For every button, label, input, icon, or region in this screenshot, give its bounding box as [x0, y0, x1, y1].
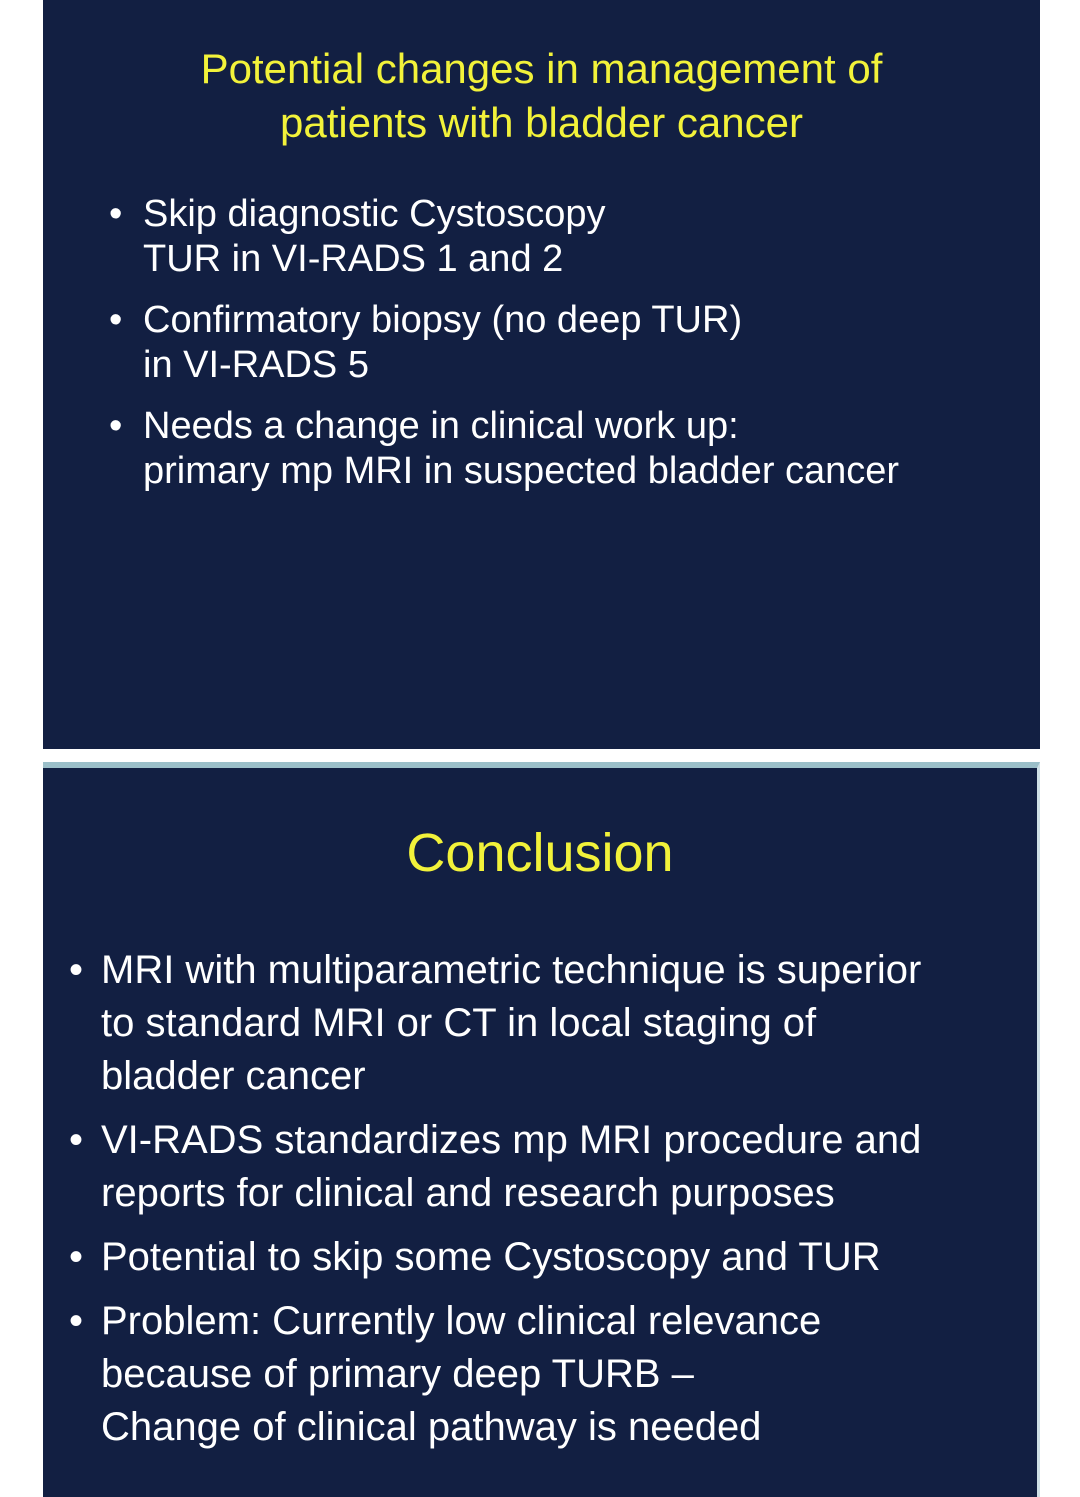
- bullet-icon: •: [69, 1235, 84, 1279]
- bullet-item: [69, 1231, 1029, 1284]
- bullet-text: reports for clinical and research purposes: [101, 1171, 835, 1215]
- bullet-icon: •: [109, 299, 123, 341]
- bullet-text: Needs a change in clinical work up:: [143, 405, 739, 447]
- bullet-icon: •: [109, 405, 123, 447]
- bullet-text: Problem: Currently low clinical relevance: [101, 1299, 822, 1343]
- bullet-text: MRI with multiparametric technique is superior: [101, 948, 922, 992]
- bullet-list: [109, 192, 1009, 510]
- bullet-text: in VI-RADS 5: [143, 344, 369, 386]
- bullet-item: [109, 192, 1009, 282]
- slide-title: Conclusion: [406, 823, 674, 883]
- slide-conclusion: [43, 762, 1040, 1497]
- slide-title: [43, 42, 1040, 150]
- bullet-icon: •: [109, 193, 123, 235]
- bullet-item: [109, 298, 1009, 388]
- bullet-text: Confirmatory biopsy (no deep TUR): [143, 299, 743, 341]
- bullet-icon: •: [69, 948, 84, 992]
- bullet-text: Skip diagnostic Cystoscopy: [143, 193, 606, 235]
- bullet-text: Potential to skip some Cystoscopy and TUR: [101, 1235, 881, 1279]
- bullet-item: [69, 944, 1029, 1103]
- bullet-text: to standard MRI or CT in local staging of: [101, 1001, 817, 1045]
- bullet-item: [69, 1114, 1029, 1220]
- bullet-text: VI-RADS standardizes mp MRI procedure and: [101, 1118, 922, 1162]
- bullet-text: bladder cancer: [101, 1054, 366, 1098]
- title-line: patients with bladder cancer: [280, 99, 803, 146]
- title-line: Potential changes in management of: [200, 45, 883, 92]
- slide-management-changes: [43, 0, 1040, 749]
- bullet-list: [69, 944, 1029, 1465]
- bullet-text: Change of clinical pathway is needed: [101, 1405, 762, 1449]
- bullet-item: [69, 1295, 1029, 1454]
- bullet-item: [109, 404, 1009, 494]
- bullet-text: TUR in VI-RADS 1 and 2: [143, 238, 564, 280]
- bullet-text: primary mp MRI in suspected bladder cancer: [143, 450, 900, 492]
- bullet-icon: •: [69, 1118, 84, 1162]
- bullet-icon: •: [69, 1299, 84, 1343]
- bullet-text: because of primary deep TURB –: [101, 1352, 694, 1396]
